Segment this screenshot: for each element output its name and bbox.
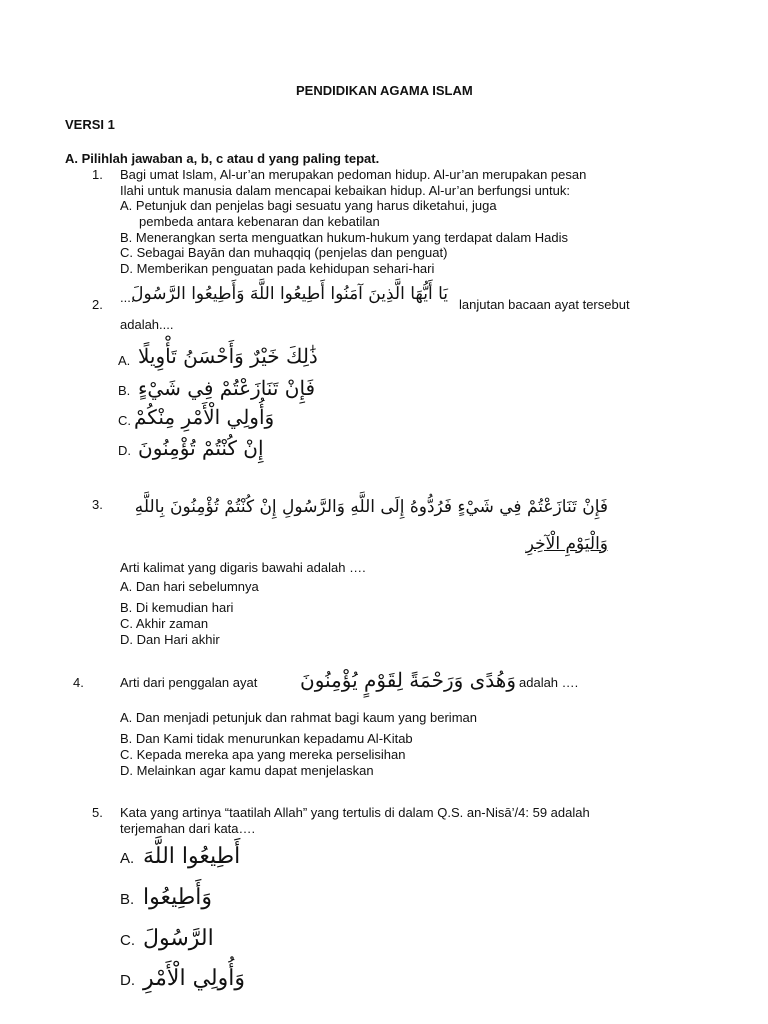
question-3-number: 3. (92, 497, 103, 512)
question-1-number: 1. (92, 167, 103, 182)
section-instruction: A. Pilihlah jawaban a, b, c atau d yang paling tepat. (65, 151, 380, 166)
question-4-option-d: D. Melainkan agar kamu dapat menjelaskan (120, 763, 374, 778)
question-5-number: 5. (92, 805, 103, 820)
question-2-option-d-arabic: إِنْ كُنْتُمْ تُؤْمِنُونَ (138, 436, 264, 460)
question-1-option-b: B. Menerangkan serta menguatkan hukum-hukum yang terdapat dalam Hadis (120, 230, 569, 245)
question-2-option-d-label: D. (118, 443, 131, 458)
question-3-option-a: A. Dan hari sebelumnya (120, 579, 259, 594)
question-5-option-c-label: C. (120, 932, 135, 949)
version-label: VERSI 1 (65, 117, 115, 132)
question-1-option-d: D. Memberikan penguatan pada kehidupan sehari-hari (120, 261, 435, 276)
question-3-option-b: B. Di kemudian hari (120, 600, 234, 615)
question-4-number: 4. (73, 675, 84, 690)
question-2-arabic-verse: يَا أَيُّهَا الَّذِينَ آمَنُوا أَطِيعُوا اللَّهَ وَأَطِيعُوا الرَّسُولَ (131, 284, 448, 304)
question-1-option-a: A. Petunjuk dan penjelas bagi sesuatu yang harus diketahui, juga (120, 198, 497, 213)
question-1-text-line-2: Ilahi untuk manusia dalam mencapai kebaikan hidup. Al-ur’an berfungsi untuk: (120, 183, 570, 198)
question-2-option-b-arabic: فَإِنْ تَنَازَعْتُمْ فِي شَيْءٍ (138, 376, 316, 400)
question-2-option-a-arabic: ذَٰلِكَ خَيْرٌ وَأَحْسَنُ تَأْوِيلًا (138, 344, 318, 368)
question-3-arabic-line-2-underlined: وَالْيَوْمِ الْآخِرِ (525, 534, 608, 554)
question-2-option-b-label: B. (118, 383, 131, 398)
question-3-option-c: C. Akhir zaman (120, 616, 209, 631)
question-5-text-line-2: terjemahan dari kata…. (120, 821, 256, 836)
question-2-text-line-2: adalah.... (120, 317, 174, 332)
question-3-arabic-line-1: فَإِنْ تَنَازَعْتُمْ فِي شَيْءٍ فَرُدُّوهُ إِلَى اللَّهِ وَالرَّسُولِ إِنْ كُنْتُمْ تُؤْمِنُونَ بِاللَّهِ (134, 497, 608, 517)
question-3-option-d: D. Dan Hari akhir (120, 632, 220, 647)
question-2-option-c-arabic: وَأُولِي الْأَمْرِ مِنْكُمْ (134, 405, 275, 429)
question-4-arabic-verse: وَهُدًى وَرَحْمَةً لِقَوْمٍ يُؤْمِنُونَ (300, 668, 516, 692)
question-5-option-b-label: B. (120, 891, 135, 908)
question-4-option-b: B. Dan Kami tidak menurunkan kepadamu Al-Kitab (120, 731, 413, 746)
question-3-question-text: Arti kalimat yang digaris bawahi adalah …. (120, 560, 366, 575)
question-4-option-a: A. Dan menjadi petunjuk dan rahmat bagi kaum yang beriman (120, 710, 477, 725)
question-5-option-c-arabic: الرَّسُولَ (143, 926, 214, 951)
question-4-option-c: C. Kepada mereka apa yang mereka perselisihan (120, 747, 406, 762)
question-2-text-suffix: lanjutan bacaan ayat tersebut (459, 297, 630, 312)
question-5-option-d-label: D. (120, 972, 135, 989)
question-2-number: 2. (92, 297, 103, 312)
page-title: PENDIDIKAN AGAMA ISLAM (296, 83, 473, 98)
question-5-text-line-1: Kata yang artinya “taatilah Allah” yang tertulis di dalam Q.S. an-Nisā’/4: 59 adalah (120, 805, 590, 820)
question-2-option-c-label: C. (118, 413, 131, 428)
question-2-ellipsis: .... (120, 290, 135, 305)
question-4-text-suffix: adalah …. (519, 675, 579, 690)
question-1-option-a-continued: pembeda antara kebenaran dan kebatilan (139, 214, 380, 229)
question-5-option-a-label: A. (120, 850, 135, 867)
question-4-text-prefix: Arti dari penggalan ayat (120, 675, 258, 690)
question-5-option-a-arabic: أَطِيعُوا اللَّهَ (143, 844, 241, 869)
question-1-text-line-1: Bagi umat Islam, Al-ur’an merupakan pedoman hidup. Al-ur’an merupakan pesan (120, 167, 587, 182)
question-5-option-d-arabic: وَأُولِي الْأَمْرِ (143, 966, 245, 991)
question-1-option-c: C. Sebagai Bayān dan muhaqqiq (penjelas dan penguat) (120, 245, 448, 260)
question-5-option-b-arabic: وَأَطِيعُوا (143, 885, 212, 910)
question-2-option-a-label: A. (118, 353, 131, 368)
